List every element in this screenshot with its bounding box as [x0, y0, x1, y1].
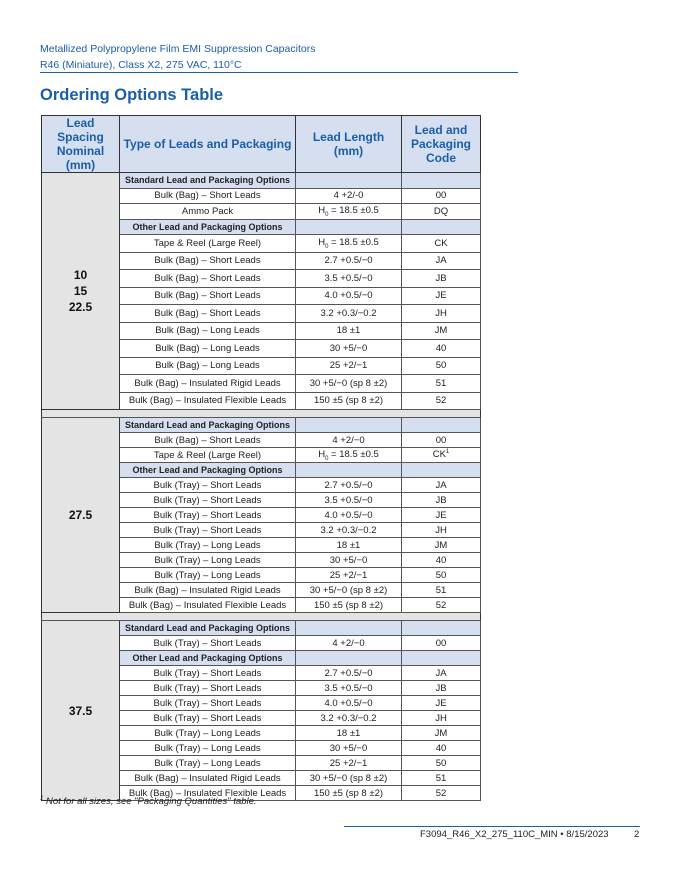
- footer-rule: [344, 826, 640, 827]
- lead-type-cell: Bulk (Tray) – Short Leads: [120, 478, 296, 493]
- lead-type-cell: Bulk (Bag) – Insulated Flexible Leads: [120, 392, 296, 410]
- lead-type-cell: Bulk (Bag) – Short Leads: [120, 433, 296, 448]
- packaging-code-cell: 00: [402, 188, 481, 204]
- lead-length-cell: 25 +2/−1: [296, 568, 402, 583]
- footer: [420, 829, 640, 840]
- lead-type-cell: Bulk (Tray) – Long Leads: [120, 538, 296, 553]
- section-header-row: [42, 418, 481, 433]
- lead-type-cell: Bulk (Bag) – Long Leads: [120, 340, 296, 358]
- packaging-code-cell: JA: [402, 666, 481, 681]
- lead-type-cell: Bulk (Bag) – Long Leads: [120, 322, 296, 340]
- packaging-code-cell: 40: [402, 741, 481, 756]
- lead-length-cell: 4.0 +0.5/−0: [296, 696, 402, 711]
- lead-type-cell: Bulk (Bag) – Insulated Flexible Leads: [120, 598, 296, 613]
- packaging-code-cell: 51: [402, 375, 481, 393]
- lead-length-cell: 4 +2/-0: [296, 188, 402, 204]
- packaging-code-cell: JA: [402, 252, 481, 270]
- group-separator: [42, 410, 481, 418]
- packaging-code-cell: 52: [402, 786, 481, 801]
- lead-length-cell: 2.7 +0.5/−0: [296, 666, 402, 681]
- lead-spacing-value: 27.5: [68, 508, 93, 522]
- section-blank-cell: [402, 173, 481, 189]
- packaging-code-cell: JH: [402, 305, 481, 323]
- packaging-code-cell: DQ: [402, 204, 481, 220]
- lead-length-cell: 3.5 +0.5/−0: [296, 681, 402, 696]
- packaging-code-cell: JB: [402, 270, 481, 288]
- lead-length-cell: 4.0 +0.5/−0: [296, 287, 402, 305]
- packaging-code-cell: JE: [402, 287, 481, 305]
- separator-cell: [42, 613, 481, 621]
- lead-type-cell: Bulk (Tray) – Short Leads: [120, 696, 296, 711]
- lead-spacing-value: 10: [73, 268, 88, 282]
- packaging-code-cell: JE: [402, 508, 481, 523]
- lead-type-cell: Bulk (Tray) – Long Leads: [120, 568, 296, 583]
- lead-spacing-cell: [42, 418, 120, 613]
- lead-spacing-value: 37.5: [68, 703, 93, 718]
- lead-type-cell: Bulk (Tray) – Short Leads: [120, 508, 296, 523]
- lead-type-cell: Ammo Pack: [120, 204, 296, 220]
- packaging-code-cell: JE: [402, 696, 481, 711]
- lead-length-cell: 18 ±1: [296, 322, 402, 340]
- header-line-1: Metallized Polypropylene Film EMI Suppression Capacitors: [40, 43, 316, 55]
- lead-type-cell: Tape & Reel (Large Reel): [120, 235, 296, 253]
- lead-type-cell: Bulk (Tray) – Short Leads: [120, 681, 296, 696]
- lead-type-cell: Bulk (Tray) – Long Leads: [120, 553, 296, 568]
- footnote-text: Not for all sizes, see "Packaging Quantities" table.: [45, 796, 257, 808]
- lead-length-cell: 150 ±5 (sp 8 ±2): [296, 598, 402, 613]
- footnote-marker: 1: [40, 796, 44, 802]
- lead-length-cell: 30 +5/−0: [296, 553, 402, 568]
- packaging-code-cell: CK: [402, 235, 481, 253]
- lead-length-cell: 4 +2/−0: [296, 636, 402, 651]
- lead-type-cell: Bulk (Bag) – Insulated Rigid Leads: [120, 375, 296, 393]
- col-header-lead-length: Lead Length (mm): [296, 116, 402, 173]
- lead-length-cell: 3.2 +0.3/−0.2: [296, 711, 402, 726]
- lead-length-cell: 25 +2/−1: [296, 357, 402, 375]
- packaging-code-cell: 51: [402, 583, 481, 598]
- packaging-code-cell: JA: [402, 478, 481, 493]
- lead-spacing-value: 15: [73, 284, 88, 298]
- section-blank-cell: [296, 219, 402, 235]
- table-body: [42, 173, 481, 801]
- packaging-code-cell: 00: [402, 433, 481, 448]
- lead-length-cell: 3.5 +0.5/−0: [296, 270, 402, 288]
- packaging-code-cell: JM: [402, 322, 481, 340]
- packaging-code-cell: $CK^1$: [402, 448, 481, 463]
- footnote: [40, 796, 257, 807]
- lead-spacing-cell: [42, 173, 120, 410]
- packaging-code-cell: JM: [402, 538, 481, 553]
- lead-length-cell: 30 +5/−0 (sp 8 ±2): [296, 771, 402, 786]
- col-header-code: Lead and Packaging Code: [402, 116, 481, 173]
- lead-type-cell: Bulk (Bag) – Short Leads: [120, 252, 296, 270]
- section-label: Other Lead and Packaging Options: [120, 463, 296, 478]
- lead-length-cell: 150 ±5 (sp 8 ±2): [296, 786, 402, 801]
- lead-length-cell: 4.0 +0.5/−0: [296, 508, 402, 523]
- lead-length-cell: $H_0 = 18.5 \pm 0.5$: [296, 448, 402, 463]
- lead-length-cell: 4 +2/−0: [296, 433, 402, 448]
- lead-type-cell: Tape & Reel (Large Reel): [120, 448, 296, 463]
- separator-cell: [42, 410, 481, 418]
- lead-type-cell: Bulk (Bag) – Long Leads: [120, 357, 296, 375]
- lead-type-cell: Bulk (Tray) – Short Leads: [120, 493, 296, 508]
- section-label: Other Lead and Packaging Options: [120, 651, 296, 666]
- lead-type-cell: Bulk (Bag) – Insulated Rigid Leads: [120, 583, 296, 598]
- section-blank-cell: [402, 651, 481, 666]
- lead-type-cell: Bulk (Bag) – Insulated Rigid Leads: [120, 771, 296, 786]
- packaging-code-cell: 50: [402, 756, 481, 771]
- group-separator: [42, 613, 481, 621]
- section-label: Standard Lead and Packaging Options: [120, 173, 296, 189]
- lead-type-cell: Bulk (Tray) – Long Leads: [120, 741, 296, 756]
- lead-length-cell: 2.7 +0.5/−0: [296, 252, 402, 270]
- lead-type-cell: Bulk (Tray) – Long Leads: [120, 756, 296, 771]
- section-blank-cell: [402, 418, 481, 433]
- lead-type-cell: Bulk (Bag) – Short Leads: [120, 287, 296, 305]
- lead-length-cell: 3.2 +0.3/−0.2: [296, 305, 402, 323]
- lead-length-cell: 18 ±1: [296, 538, 402, 553]
- page-title: Ordering Options Table: [40, 86, 224, 104]
- section-header-row: [42, 173, 481, 189]
- section-label: Standard Lead and Packaging Options: [120, 621, 296, 636]
- packaging-code-cell: 50: [402, 357, 481, 375]
- lead-type-cell: Bulk (Tray) – Short Leads: [120, 523, 296, 538]
- lead-length-cell: 2.7 +0.5/−0: [296, 478, 402, 493]
- lead-length-cell: 30 +5/−0: [296, 340, 402, 358]
- section-blank-cell: [296, 621, 402, 636]
- lead-length-cell: 30 +5/−0: [296, 741, 402, 756]
- lead-type-cell: Bulk (Tray) – Short Leads: [120, 711, 296, 726]
- section-blank-cell: [402, 219, 481, 235]
- packaging-code-cell: 00: [402, 636, 481, 651]
- section-blank-cell: [402, 621, 481, 636]
- lead-type-cell: Bulk (Bag) – Insulated Flexible Leads: [120, 786, 296, 801]
- lead-length-cell: 25 +2/−1: [296, 756, 402, 771]
- section-blank-cell: [296, 463, 402, 478]
- section-blank-cell: [296, 651, 402, 666]
- header-line-2: R46 (Miniature), Class X2, 275 VAC, 110°C: [40, 59, 242, 71]
- packaging-code-cell: JM: [402, 726, 481, 741]
- lead-length-cell: $H_0 = 18.5 \pm 0.5$: [296, 235, 402, 253]
- document-header: [40, 41, 315, 73]
- packaging-code-cell: 51: [402, 771, 481, 786]
- lead-type-cell: Bulk (Bag) – Short Leads: [120, 305, 296, 323]
- page-number: 2: [634, 829, 640, 840]
- packaging-code-cell: 52: [402, 598, 481, 613]
- packaging-code-cell: 40: [402, 340, 481, 358]
- lead-type-cell: Bulk (Tray) – Long Leads: [120, 726, 296, 741]
- col-header-type: Type of Leads and Packaging: [120, 116, 296, 173]
- packaging-code-cell: JB: [402, 493, 481, 508]
- section-blank-cell: [296, 173, 402, 189]
- packaging-code-cell: 50: [402, 568, 481, 583]
- lead-type-cell: Bulk (Tray) – Short Leads: [120, 636, 296, 651]
- lead-spacing-value: 22.5: [68, 300, 93, 314]
- col-header-lead-spacing: Lead Spacing Nominal (mm): [42, 116, 120, 173]
- packaging-code-cell: JB: [402, 681, 481, 696]
- section-header-row: [42, 621, 481, 636]
- section-label: Standard Lead and Packaging Options: [120, 418, 296, 433]
- section-blank-cell: [402, 463, 481, 478]
- lead-length-cell: 18 ±1: [296, 726, 402, 741]
- footer-doc-id: F3094_R46_X2_275_110C_MIN • 8/15/2023: [420, 829, 609, 840]
- lead-type-cell: Bulk (Bag) – Short Leads: [120, 270, 296, 288]
- packaging-code-cell: 40: [402, 553, 481, 568]
- lead-length-cell: 3.5 +0.5/−0: [296, 493, 402, 508]
- lead-type-cell: Bulk (Tray) – Short Leads: [120, 666, 296, 681]
- packaging-code-cell: JH: [402, 711, 481, 726]
- header-rule: [40, 72, 518, 73]
- lead-spacing-cell: [42, 621, 120, 801]
- lead-type-cell: Bulk (Bag) – Short Leads: [120, 188, 296, 204]
- lead-length-cell: $H_0 = 18.5 \pm 0.5$: [296, 204, 402, 220]
- lead-length-cell: 30 +5/−0 (sp 8 ±2): [296, 583, 402, 598]
- section-label: Other Lead and Packaging Options: [120, 219, 296, 235]
- packaging-code-cell: 52: [402, 392, 481, 410]
- packaging-code-cell: JH: [402, 523, 481, 538]
- lead-length-cell: 150 ±5 (sp 8 ±2): [296, 392, 402, 410]
- lead-length-cell: 30 +5/−0 (sp 8 ±2): [296, 375, 402, 393]
- section-blank-cell: [296, 418, 402, 433]
- table-header-row: [42, 116, 481, 173]
- lead-length-cell: 3.2 +0.3/−0.2: [296, 523, 402, 538]
- ordering-options-table: [41, 115, 481, 801]
